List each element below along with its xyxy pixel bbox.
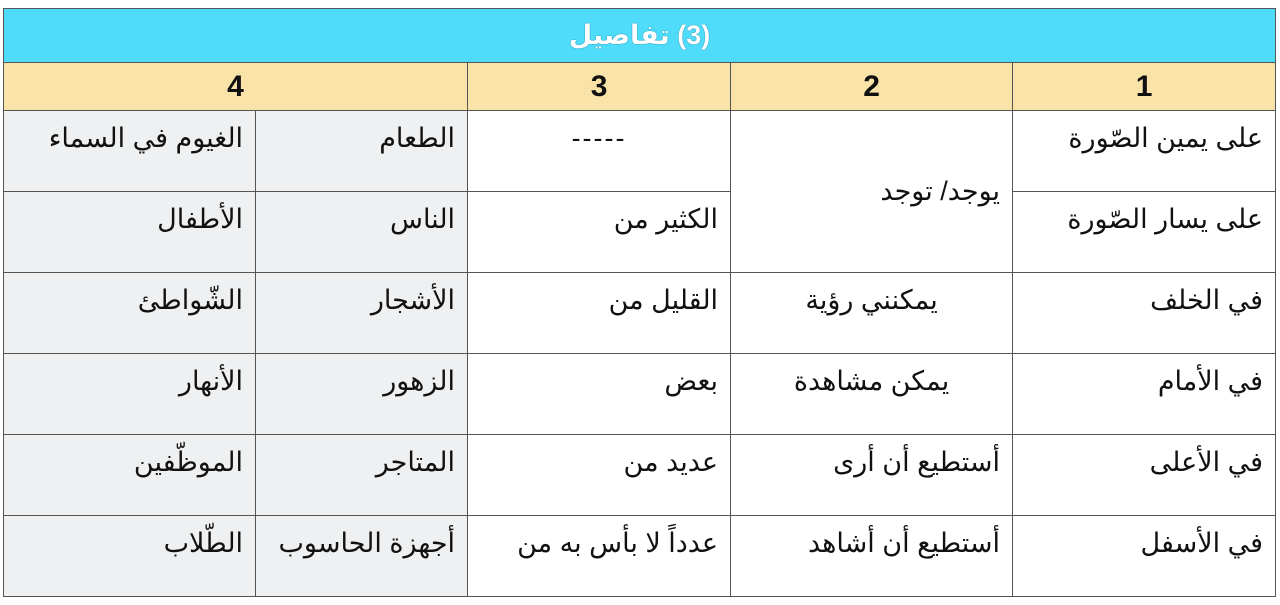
cell-noun-b: الموظّفين <box>4 435 256 516</box>
table-row <box>4 111 1276 192</box>
cell-noun-a: المتاجر <box>256 435 468 516</box>
cell-verb: أستطيع أن أرى <box>731 435 1013 516</box>
title-row <box>4 9 1276 63</box>
table-title: (3) تفاصيل <box>4 9 1276 63</box>
table-row <box>4 516 1276 597</box>
table-row <box>4 273 1276 354</box>
cell-noun-a: الزهور <box>256 354 468 435</box>
cell-quantity: عدداً لا بأس به من <box>468 516 731 597</box>
cell-noun-b: الأطفال <box>4 192 256 273</box>
cell-noun-b: الشّواطئ <box>4 273 256 354</box>
details-table-container <box>3 8 1275 605</box>
cell-quantity: عديد من <box>468 435 731 516</box>
cell-quantity: الكثير من <box>468 192 731 273</box>
cell-verb: يوجد/ توجد <box>731 111 1013 273</box>
cell-noun-a: الأشجار <box>256 273 468 354</box>
table-row <box>4 354 1276 435</box>
cell-noun-a: الطعام <box>256 111 468 192</box>
cell-noun-b: الأنهار <box>4 354 256 435</box>
header-col-3: 3 <box>468 63 731 111</box>
cell-quantity: بعض <box>468 354 731 435</box>
cell-position: في الأمام <box>1013 354 1276 435</box>
cell-verb: أستطيع أن أشاهد <box>731 516 1013 597</box>
header-col-2: 2 <box>731 63 1013 111</box>
cell-noun-b: الطّلاب <box>4 516 256 597</box>
cell-noun-b: الغيوم في السماء <box>4 111 256 192</box>
cell-noun-a: أجهزة الحاسوب <box>256 516 468 597</box>
cell-position: في الخلف <box>1013 273 1276 354</box>
cell-quantity: ----- <box>468 111 731 192</box>
cell-position: في الأسفل <box>1013 516 1276 597</box>
cell-verb: يمكن مشاهدة <box>731 354 1013 435</box>
cell-position: في الأعلى <box>1013 435 1276 516</box>
cell-quantity: القليل من <box>468 273 731 354</box>
table-row <box>4 435 1276 516</box>
details-table <box>3 8 1276 597</box>
table-row <box>4 192 1276 273</box>
cell-position: على يمين الصّورة <box>1013 111 1276 192</box>
cell-verb: يمكنني رؤية <box>731 273 1013 354</box>
cell-noun-a: الناس <box>256 192 468 273</box>
header-col-1: 1 <box>1013 63 1276 111</box>
cell-position: على يسار الصّورة <box>1013 192 1276 273</box>
header-col-4: 4 <box>4 63 468 111</box>
header-row <box>4 63 1276 111</box>
